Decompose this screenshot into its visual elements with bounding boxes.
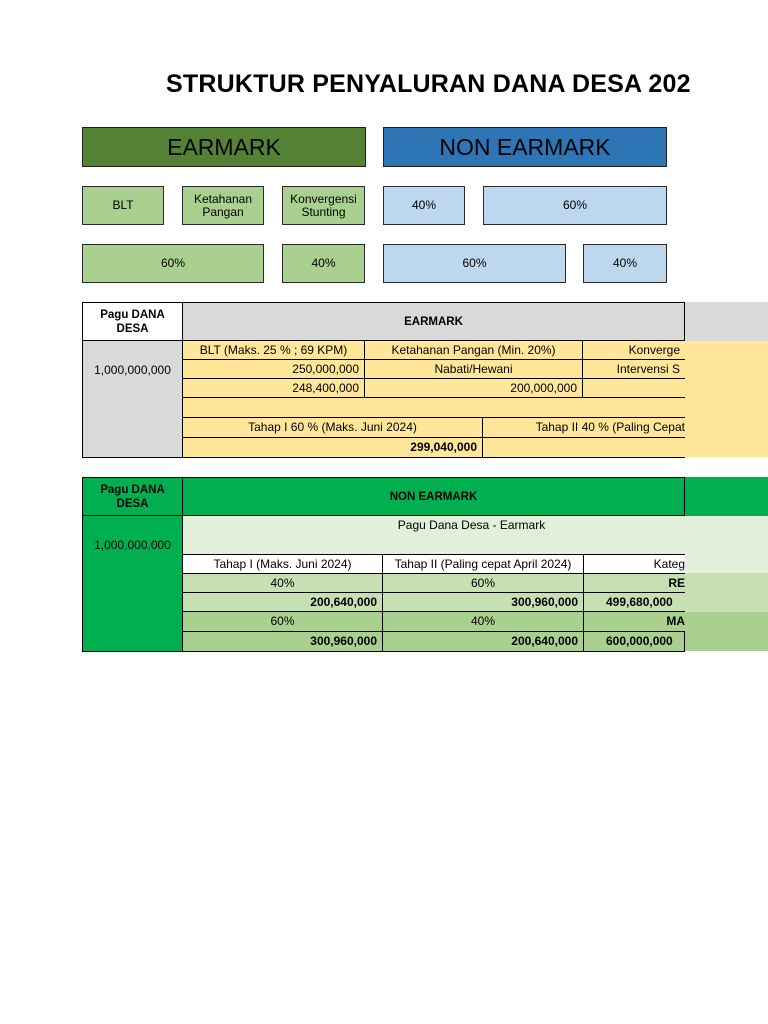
earmark-tahap-1: Tahap I 60 % (Maks. Juni 2024)	[183, 418, 483, 438]
non-earmark-tahap-2-head: Tahap II (Paling cepat April 2024)	[383, 555, 584, 574]
earmark-kp-value-1: Nabati/Hewani	[365, 360, 583, 379]
page-title: STRUKTUR PENYALURAN DANA DESA 202	[166, 70, 691, 98]
non-earmark-row1-total: 499,680,000	[584, 593, 685, 612]
non-earmark-pagu-value: 1,000,000,000	[82, 516, 183, 652]
earmark-blt-value-1: 250,000,000	[183, 360, 365, 379]
non-earmark-overflow-sub	[685, 516, 768, 573]
non-earmark-split-box-b: 40%	[583, 244, 667, 283]
earmark-blt-value-2: 248,400,000	[183, 379, 365, 398]
non-earmark-row1-value-1: 200,640,000	[183, 593, 383, 612]
non-earmark-overflow-row1	[685, 573, 768, 612]
non-earmark-kategori-head: Kateg	[584, 555, 685, 574]
non-earmark-header-box: NON EARMARK	[383, 127, 667, 167]
non-earmark-overflow-header	[685, 477, 768, 516]
non-earmark-row1-pct-1: 40%	[183, 574, 383, 593]
earmark-ks-value-1: Intervensi S	[583, 360, 685, 379]
non-earmark-row2-total: 600,000,000	[584, 632, 685, 652]
non-earmark-row1-value-2: 300,960,000	[383, 593, 584, 612]
earmark-overflow-header	[685, 302, 768, 341]
non-earmark-row1-kategori: RE	[584, 574, 685, 593]
non-earmark-pct-box-b: 60%	[483, 186, 667, 225]
earmark-col-kp-head: Ketahanan Pangan (Min. 20%)	[365, 341, 583, 360]
non-earmark-table-header: NON EARMARK	[183, 477, 685, 516]
earmark-header-box: EARMARK	[82, 127, 366, 167]
non-earmark-subheader: Pagu Dana Desa - Earmark	[183, 516, 685, 535]
earmark-tahap-1-total: 299,040,000	[183, 438, 483, 458]
earmark-table-header: EARMARK	[183, 302, 685, 341]
non-earmark-overflow-row2	[685, 612, 768, 651]
non-earmark-tahap-1-head: Tahap I (Maks. Juni 2024)	[183, 555, 383, 574]
earmark-col-ks-head: Konverge	[583, 341, 685, 360]
earmark-blank-row	[183, 398, 685, 418]
earmark-split-box-b: 40%	[282, 244, 365, 283]
non-earmark-pagu-header: Pagu DANA DESA	[82, 477, 183, 516]
earmark-table	[82, 302, 768, 459]
earmark-ks-value-2	[583, 379, 685, 398]
earmark-split-box-a: 60%	[82, 244, 264, 283]
earmark-tahap-2: Tahap II 40 % (Paling Cepat	[483, 418, 685, 438]
non-earmark-table	[82, 477, 768, 653]
earmark-kp-value-2: 200,000,000	[365, 379, 583, 398]
earmark-tahap-2-total	[483, 438, 685, 458]
earmark-col-blt-head: BLT (Maks. 25 % ; 69 KPM)	[183, 341, 365, 360]
non-earmark-blank-row	[183, 535, 685, 555]
non-earmark-row2-kategori: MA	[584, 612, 685, 632]
earmark-overflow-body	[685, 341, 768, 457]
earmark-pagu-header: Pagu DANA DESA	[82, 302, 183, 341]
non-earmark-split-box-a: 60%	[383, 244, 566, 283]
blt-box: BLT	[82, 186, 164, 225]
ketahanan-pangan-box: Ketahanan Pangan	[182, 186, 264, 225]
non-earmark-row2-value-1: 300,960,000	[183, 632, 383, 652]
non-earmark-row1-pct-2: 60%	[383, 574, 584, 593]
konvergensi-stunting-box: Konvergensi Stunting	[282, 186, 365, 225]
non-earmark-pct-box-a: 40%	[383, 186, 465, 225]
non-earmark-row2-pct-1: 60%	[183, 612, 383, 632]
earmark-pagu-value: 1,000,000,000	[82, 341, 183, 458]
non-earmark-row2-value-2: 200,640,000	[383, 632, 584, 652]
non-earmark-row2-pct-2: 40%	[383, 612, 584, 632]
